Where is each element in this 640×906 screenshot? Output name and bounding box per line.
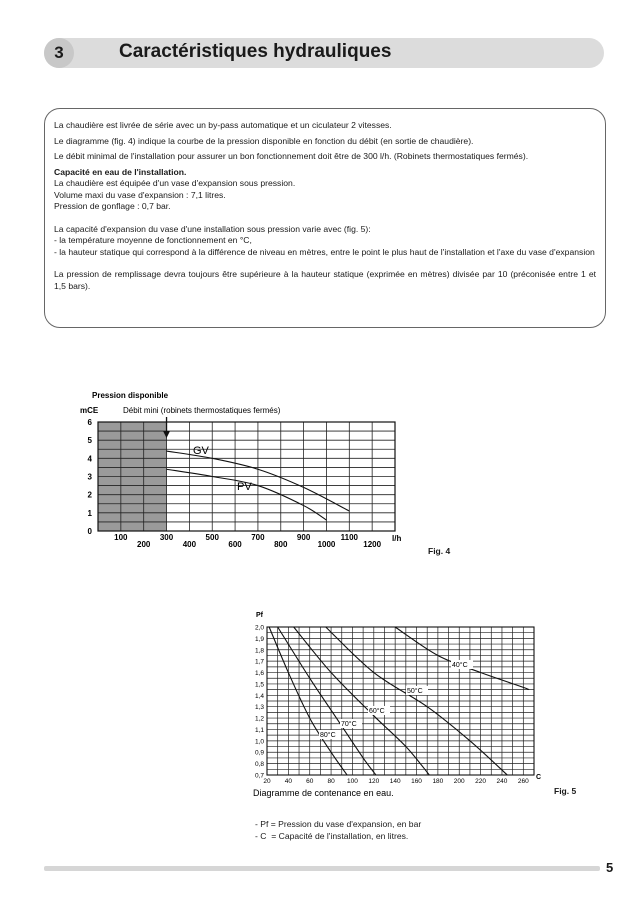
fig5-y-tick: 0,8 — [254, 761, 264, 769]
fig4-x-tick: 800 — [274, 540, 288, 549]
fig5-x-tick: 200 — [453, 778, 465, 785]
fig5-series-label: 60°C — [369, 708, 385, 715]
fig5-y-tick: 1,6 — [254, 670, 264, 678]
fig5-series-curve — [395, 627, 529, 690]
legend-c: - C = Capacité de l'installation, en litres. — [255, 831, 409, 841]
fig4-x-tick: 1100 — [340, 533, 358, 542]
fig5-legend — [255, 818, 421, 842]
fig5-x-tick: 240 — [496, 778, 508, 785]
fig5-y-tick: 1,9 — [254, 635, 264, 643]
fig4-y-tick: 2 — [87, 490, 92, 500]
fig5-x-unit: C — [536, 774, 542, 781]
fig5-y-tick: 1,8 — [254, 647, 264, 655]
pressure-note: La pression de remplissage devra toujours être supérieure à la hauteur statique (exprimée en mètres) divisée par 10 (préconisée entre 1 et 1,5 bars). — [54, 269, 596, 291]
fig5-series-label: 80°C — [320, 732, 336, 739]
fig5-x-tick: 60 — [306, 778, 314, 785]
page-number: 5 — [606, 860, 614, 875]
fig4-y-unit: mCE — [80, 406, 99, 415]
fig4-caption: Fig. 4 — [428, 546, 451, 556]
fig4-x-tick: 400 — [182, 540, 197, 549]
fig5-y-tick: 1,0 — [254, 738, 264, 746]
fig4-title: Pression disponible — [92, 391, 169, 400]
fig5-x-tick: 120 — [368, 778, 380, 785]
fig4-y-tick: 6 — [87, 418, 92, 427]
fig5-series-label: 70°C — [341, 721, 357, 728]
fig5-y-tick: 1,5 — [254, 681, 264, 689]
fig5-x-tick: 80 — [327, 778, 335, 785]
fig4-x-unit: l/h — [392, 534, 402, 543]
fig4-annotation: Débit mini (robinets thermostatiques fermés) — [123, 406, 281, 415]
expansion-line-1: La capacité d'expansion du vase d'une installation sous pression varie avec (fig. 5): — [54, 223, 371, 234]
fig5-x-tick: 140 — [389, 778, 401, 785]
fig4-x-tick: 200 — [137, 540, 151, 549]
fig4-series-label: PV — [237, 481, 252, 493]
info-box-text — [54, 120, 596, 292]
capacity-title: Capacité en eau de l'installation. — [54, 166, 187, 177]
fig4-x-tick: 700 — [251, 533, 265, 542]
fig5-y-tick: 1,4 — [254, 692, 264, 700]
fig5-y-tick: 0,9 — [254, 749, 264, 757]
fig4-x-tick: 1000 — [317, 540, 336, 549]
fig5-series-label: 40°C — [452, 662, 468, 669]
fig5-caption: Fig. 5 — [554, 786, 577, 796]
fig4-y-tick: 4 — [87, 454, 92, 464]
fig4-y-tick: 1 — [87, 508, 92, 518]
fig5-y-tick: 1,1 — [254, 726, 264, 734]
fig5-xlabel: Diagramme de contenance en eau. — [253, 788, 394, 798]
fig5-x-tick: 220 — [475, 778, 487, 785]
fig5-y-tick: 2,0 — [254, 624, 264, 632]
fig5-x-tick: 20 — [263, 778, 271, 785]
section-number: 3 — [44, 38, 74, 68]
intro-paragraph-1: La chaudière est livrée de série avec un by-pass automatique et un ciculateur 2 vitesses. — [54, 120, 392, 130]
capacity-line-3: Pression de gonflage : 0,7 bar. — [54, 201, 171, 211]
fig5-x-tick: 260 — [517, 778, 529, 785]
capacity-line-1: La chaudière est équipée d'un vase d'expansion sous pression. — [54, 178, 296, 188]
expansion-line-3: - la hauteur statique qui correspond à la différence de niveau en mètres, entre le point le plus haut de l'installation et l'axe du vase d'expansion — [54, 246, 595, 257]
fig5-y-tick: 1,7 — [254, 658, 264, 666]
fig5-x-tick: 160 — [411, 778, 422, 785]
fig4-y-tick: 5 — [87, 436, 92, 446]
intro-paragraph-2: Le diagramme (fig. 4) indique la courbe de la pression disponible en fonction du débit (en sortie de chaudière). — [54, 135, 474, 146]
fig5-series-label: 50°C — [407, 688, 423, 695]
fig5-y-tick: 0,7 — [254, 772, 264, 780]
fig4-pressure-chart — [0, 380, 640, 565]
fig5-y-tick: 1,2 — [254, 715, 264, 723]
expansion-line-2: - la température moyenne de fonctionnement en °C, — [54, 235, 252, 245]
footer-bar — [44, 866, 600, 871]
fig4-y-tick: 3 — [87, 472, 92, 482]
legend-pf: - Pf = Pression du vase d'expansion, en bar — [255, 819, 422, 829]
fig4-y-tick: 0 — [87, 527, 92, 536]
capacity-line-2: Volume maxi du vase d'expansion : 7,1 litres. — [54, 189, 226, 200]
fig5-x-tick: 180 — [432, 778, 444, 785]
fig4-series-label: GV — [193, 445, 209, 457]
fig5-y-tick: 1,3 — [254, 704, 264, 712]
fig4-x-tick: 900 — [296, 533, 311, 542]
fig5-x-tick: 40 — [284, 778, 292, 785]
fig5-capacity-chart — [0, 605, 640, 805]
fig4-x-tick: 1200 — [363, 540, 382, 549]
intro-paragraph-3: Le débit minimal de l'installation pour assurer un bon fonctionnement doit être de 300 l/h. (Robinets thermostatiques fermés). — [54, 151, 529, 161]
fig4-x-tick: 100 — [114, 533, 128, 542]
fig5-x-tick: 100 — [347, 778, 358, 785]
fig4-x-tick: 600 — [228, 540, 242, 549]
section-title: Caractéristiques hydrauliques — [119, 41, 392, 62]
fig5-y-unit: Pf — [256, 612, 263, 619]
fig4-x-tick: 300 — [159, 533, 174, 542]
fig4-x-tick: 500 — [205, 533, 219, 542]
